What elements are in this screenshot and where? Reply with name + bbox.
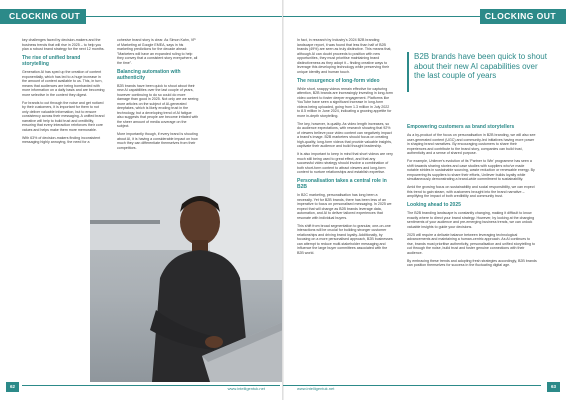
paragraph: The key, however, is quality. As video length increases, so do audience expectations, with research showing that 92% of viewers believe poor video content can negatively impact a brand's image. B2B marketers should focus on creating high-quality, long-form videos that provide valuable insights, captivate their audience and build thought leadership.	[297, 121, 393, 149]
paragraph: 2025 will require a delicate balance between leveraging technological advancements and maintaining a human-centric approach. As AI continues to rise, brands must prioritise authenticity, personalisation and unified storytelling to cut through the noise, build trust and foster genuine connections with their audience.	[407, 232, 535, 255]
paragraph: By embracing these trends and adopting fresh strategies accordingly, B2B brands can position themselves for success in the fluctuating digital age.	[407, 258, 537, 268]
paragraph: Amid the growing focus on sustainability and social responsibility, we can expect this trend to gain steam, with customers brought into the brand narrative – amplifying the impact of both credibility and community trust.	[407, 185, 535, 199]
right-page	[283, 0, 566, 400]
header-rule-right	[283, 16, 480, 17]
heading-looking-ahead: Looking ahead to 2025	[407, 202, 461, 209]
paragraph: B2B brands have been quick to shout about their new AI capabilities over the last couple of years, however continuing to do so could do more damage than good in 2025. Not only are we seeing more articles on the subject of AI-generated deepfakes, which is likely eroding trust in the technology, but a developing trend of AI fatigue also suggests that people are become irritated with the sheer amount of media coverage on the subject.	[117, 83, 199, 129]
paragraph: While short, snappy videos remain effective for capturing attention, B2B brands are increasingly investing in long-form video content to foster deeper engagement. Platforms like YouTube have seen a significant increase in long-form videos being uploaded, going from 1.3 million in July 2022 to 8.5 million in June 2024, indicating a growing appetite for more in-depth storytelling.	[297, 86, 393, 118]
page-number-left: 62	[6, 382, 19, 392]
footer-url-right[interactable]: www.intelligentuk.net	[297, 386, 335, 391]
paragraph: It is also important to keep in mind that short videos are very much still being used to great effect, and that any successful video strategy should involve a combination of both short-form content to attract viewers and long-form content to nurture relationships and establish expertise.	[297, 152, 393, 175]
footer-url-left[interactable]: www.intelligentuk.net	[227, 386, 265, 391]
heading-unified-storytelling: The rise of unified brand storytelling	[22, 55, 81, 68]
pullquote-bar	[407, 52, 409, 92]
section-tag-left: CLOCKING OUT	[0, 9, 86, 24]
section-tag-right: CLOCKING OUT	[480, 9, 566, 24]
intro-paragraph: key challenges faced by decision-makers and the business trends that will rise in 2025 – to help you plan a robust brand strategy for the next 12 months.	[22, 38, 105, 51]
page-number-right: 63	[547, 382, 560, 392]
paragraph: In B2C marketing, personalisation has long been a necessity. Yet for B2B brands, there has been less of an imperative to focus on personalised messaging. In 2025 we expect that will change as B2B brands leverage data, automation, and AI to deliver tailored experiences that resonate with individual buyers.	[297, 193, 392, 220]
paragraph: More importantly though, if every brand is shouting about AI, it is having a considerable impact on how much they can differentiate themselves from their competitors.	[117, 132, 198, 150]
paragraph: For brands to cut through the noise and get noticed by their customers, it is important for them to not only deliver valuable information, but to ensure consistency across their messaging. A unified brand narrative will help to build trust and credibility, ensuring that every interaction reinforces their core values and helps make them more memorable.	[22, 100, 105, 132]
paragraph: This shift from broad segmentation to granular, one-on-one interactions will be crucial for building stronger customer relationships and driving brand loyalty. Additionally, by focusing on a more personalised approach, B2B businesses can attempt to reduce multi-stakeholder messaging and influence the large buyer committees associated with the B2B world.	[297, 223, 393, 255]
paragraph: The B2B branding landscape is constantly changing, making it difficult to know exactly where to direct your brand strategy. However, by looking at the changing sentiments of your audience and pre-emerging business trends, we can unlock valuable insights to guide your decisions.	[407, 211, 535, 229]
heading-long-form-video: The resurgence of long-form video	[297, 77, 380, 84]
paragraph: For example, Unilever's evolution of its 'Partner to Win' programme has seen a shift towards sharing stories and case studies with suppliers who've made notable strides in sustainable sourcing, waste reduction or renewable energy. By empowering its suppliers to share their efforts, Unilever builds loyalty while simultaneously demonstrating a brand-wide commitment to sustainability.	[407, 159, 535, 182]
heading-personalisation: Personalisation takes a central role in B2B	[297, 178, 387, 191]
paragraph: cohesive brand story is clear. As Simon Kahn, VP of Marketing at Google EMEA, says in his marketing predictions for the decade ahead: "Marketers will have an expanded ruling to help they convey that a consistent story everywhere, all the time".	[117, 38, 198, 65]
person-using-laptop-photo	[90, 160, 283, 382]
pullquote: B2B brands have been quick to shout about their new AI capabilities over the last couple of years	[414, 52, 547, 81]
paragraph: With 63% of decision-makers finding inconsistent messaging highly annoying, the need for a	[22, 135, 101, 145]
heading-customer-storytellers: Empowering customers as brand storytellers	[407, 124, 515, 130]
right-column-1	[297, 38, 393, 259]
paragraph: As a by-product of the focus on personalisation in B2B branding, we will also see user-generated content (UGC) and community-led initiatives having more power in shaping brand narratives. By encouraging customers to share their experiences and contribute to the brand story, companies can build trust, authenticity and a sense of shared purpose.	[407, 133, 536, 155]
header-rule-left	[86, 16, 283, 17]
heading-automation-authenticity: Balancing automation with authenticity	[117, 68, 181, 81]
paragraph: Generation AI has sped up the creation of content exponentially, which has led to a huge increase in the amount of content available to us. This, in turn, means that audiences are being bombarded with more information on a daily basis and are becoming more selective in the content they digest.	[22, 70, 105, 97]
left-column-2	[117, 38, 199, 154]
right-column-2	[407, 122, 537, 272]
paragraph: In fact, in research by Industry's 2024 B2B branding landscape report, it was found that less than half of B2B brands (49%) are seen as truly distinctive. This means that, although AI can doubt proceeds to position with new opportunities, they must prioritise maintaining brand distinctiveness as they adopt it – finding creative ways to leverage this developing technology while preserving their unique identity and human touch.	[297, 38, 392, 74]
left-column-1	[22, 38, 106, 148]
